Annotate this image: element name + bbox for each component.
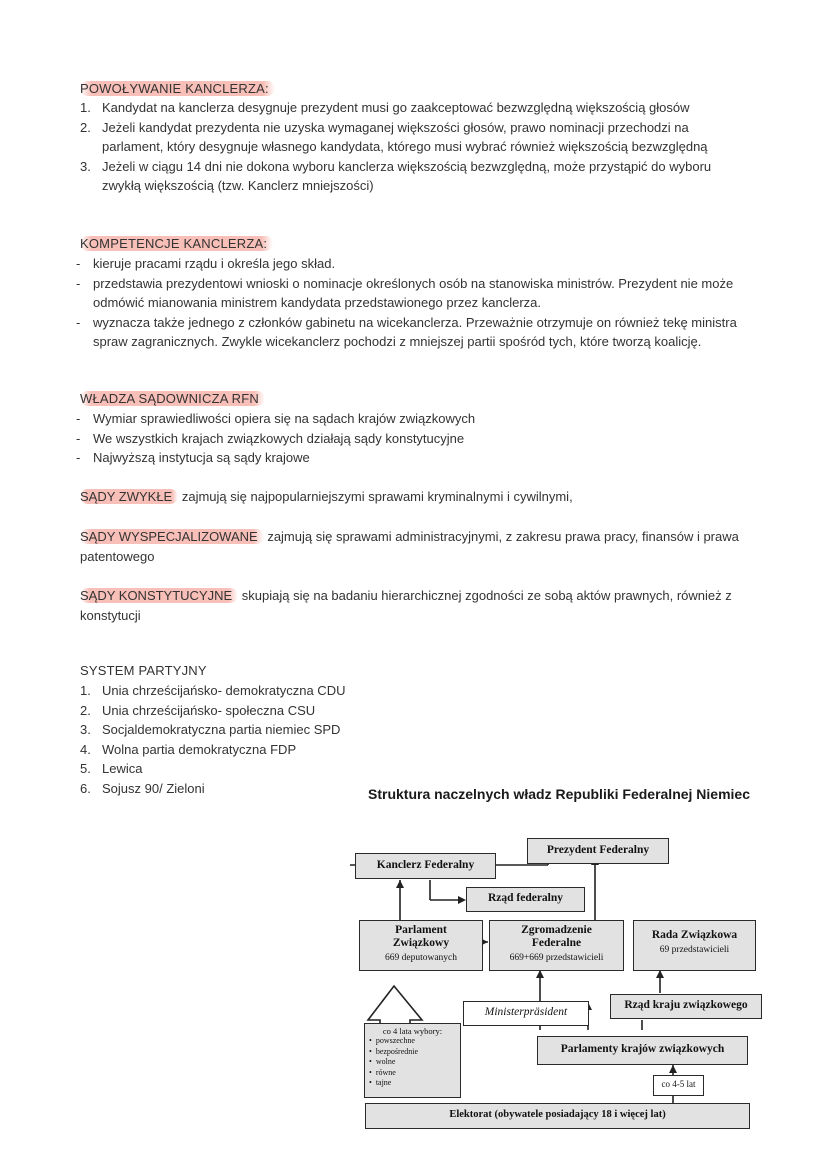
box-zgromadzenie: Zgromadzenie Federalne 669+669 przedstawicieli <box>489 920 624 971</box>
list-item: 2. Jeżeli kandydat prezydenta nie uzyska wymaganej większości głosów, prawo nominacji przechodzi na parlament, który desygnuje własnego kandydata, którego musi wybrać również większością bezwzględną <box>80 119 708 155</box>
box-rzad-kraju: Rząd kraju związkowego <box>610 994 762 1019</box>
box-ministerprasident: Ministerpräsident <box>463 1001 589 1026</box>
box-parlamenty-krajow: Parlamenty krajów związkowych <box>537 1036 748 1065</box>
heading-wladza-sadownicza: WŁADZA SĄDOWNICZA RFN <box>80 391 265 406</box>
list-item: 2. Unia chrześcijańsko- społeczna CSU <box>80 702 316 718</box>
para-sady-konstytucyjne: SĄDY KONSTYTUCYJNE skupiają się na badaniu hierarchicznej zgodności ze sobą aktów prawnych, również z konstytucji <box>80 588 732 623</box>
box-prezydent: Prezydent Federalny <box>527 838 669 864</box>
list-item: • równe <box>369 1067 396 1077</box>
list-item: • powszechne <box>369 1036 415 1045</box>
heading-kompetencje: KOMPETENCJE KANCLERZA: <box>80 236 273 251</box>
list-item: • wolne <box>369 1057 396 1066</box>
list-item: 1. Unia chrześcijańsko- demokratyczna CDU <box>80 683 346 698</box>
list-item: - kieruje pracami rządu i określa jego skład. <box>76 256 336 271</box>
heading-system-partyjny: SYSTEM PARTYJNY <box>80 663 207 678</box>
list-item: • tajne <box>369 1078 392 1087</box>
box-kanclerz: Kanclerz Federalny <box>355 853 496 879</box>
box-parlament: Parlament Związkowy 669 deputowanych <box>359 920 483 971</box>
box-wybory: co 4 lata wybory: • powszechne • bezpośrednie • wolne • równe • tajne <box>364 1023 461 1098</box>
list-item: - We wszystkich krajach związkowych działają sądy konstytucyjne <box>76 430 465 446</box>
list-kompetencje <box>76 254 766 352</box>
box-rzad-federalny: Rząd federalny <box>466 887 585 912</box>
list-item: 5. Lewica <box>80 761 143 777</box>
list-item: • bezpośrednie <box>369 1046 419 1056</box>
list-item: - Wymiar sprawiedliwości opiera się na sądach krajów związkowych <box>76 411 476 426</box>
list-powolywanie <box>80 98 760 196</box>
list-wladza-sadownicza <box>76 409 766 468</box>
heading-powolywanie: POWOŁYWANIE KANCLERZA: <box>80 81 275 96</box>
list-item: - Najwyższą instytucja są sądy krajowe <box>76 450 310 466</box>
list-item: 3. Jeżeli w ciągu 14 dni nie dokona wyboru kanclerza większością bezwzględną, może przystąpić do wyboru zwykłą większością (tzw. Kanclerz mniejszości) <box>80 158 712 194</box>
list-item: 4. Wolna partia demokratyczna FDP <box>80 741 297 757</box>
box-elektorat: Elektorat (obywatele posiadający 18 i więcej lat) <box>365 1103 750 1129</box>
list-partie <box>80 681 400 799</box>
para-sady-zwykle: SĄDY ZWYKŁE zajmują się najpopularniejszymi sprawami kryminalnymi i cywilnymi, <box>80 489 573 504</box>
list-item: - wyznacza także jednego z członków gabinetu na wicekanclerza. Przeważnie otrzymuje on również tekę ministra spraw zagranicznych. Zwykle wicekanclerz pochodzi z mniejszej partii spośród tych, które tworzą koalicję. <box>76 314 737 350</box>
list-item: 1. Kandydat na kanclerza desygnuje prezydent musi go zaakceptować bezwzględną większością głosów <box>80 100 690 115</box>
diagram-title: Struktura naczelnych władz Republiki Federalnej Niemiec <box>368 786 751 802</box>
box-rada: Rada Związkowa 69 przedstawicieli <box>633 920 756 971</box>
list-item: 3. Socjaldemokratyczna partia niemiec SPD <box>80 722 341 738</box>
box-co-4-5-lat: co 4-5 lat <box>653 1075 704 1096</box>
list-item: - przedstawia prezydentowi wnioski o nominacje określonych osób na stanowiska ministrów. Prezydent nie może odmówić mianowania ministrem kandydata przedstawionego przez kanclerza. <box>76 275 734 311</box>
para-sady-wyspecjalizowane: SĄDY WYSPECJALIZOWANE zajmują się sprawami administracyjnymi, z zakresu prawa pracy, finansów i prawa patentowego <box>80 529 739 564</box>
list-item: 6. Sojusz 90/ Zieloni <box>80 780 205 796</box>
